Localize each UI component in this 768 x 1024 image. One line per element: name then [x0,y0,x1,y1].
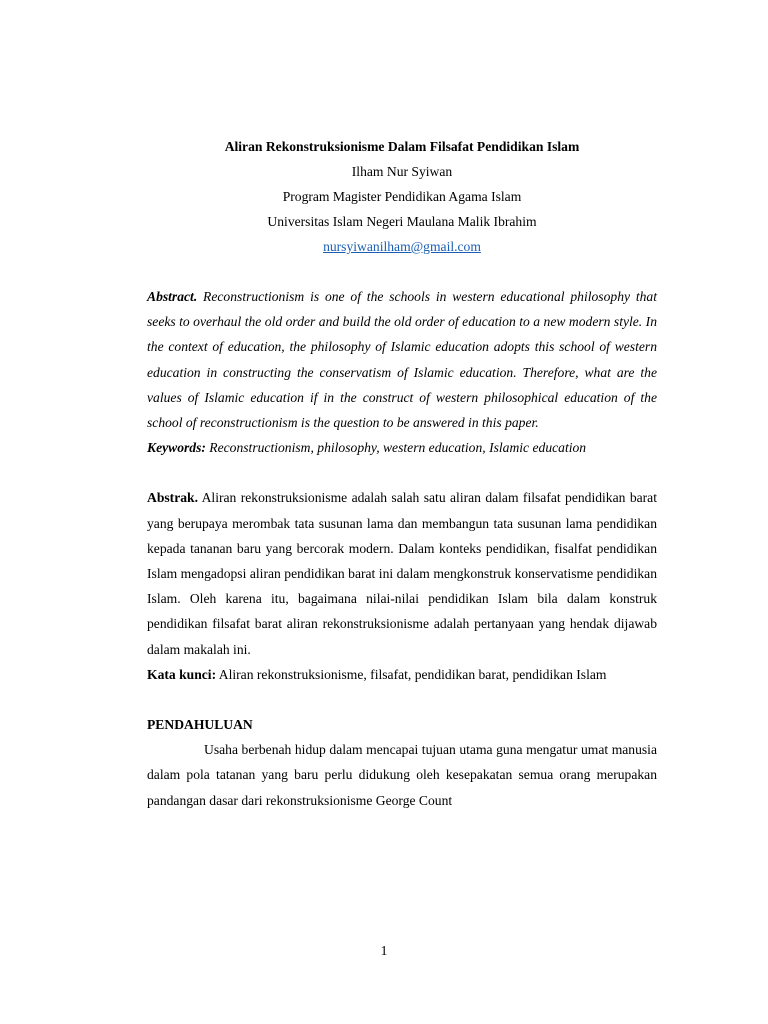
kata-kunci-label: Kata kunci: [147,666,217,682]
page-number: 1 [380,943,388,958]
keywords-indonesian [147,662,657,687]
abstract-text: Reconstructionism is one of the schools in western educational philosophy that seeks to overhaul the old order and build the old order of education to a new modern style. In the context of education, the philosophy of Islamic education adopts this school of western education in constructing the conservatism of Islamic education. Therefore, what are the values of Islamic education if in the construct of western philosophical education of the school of reconstructionism is the question to be answered in this paper. [147,289,657,431]
paper-title: Aliran Rekonstruksionisme Dalam Filsafat Pendidikan Islam [224,139,580,154]
keywords-english [147,435,657,460]
section-heading-introduction: PENDAHULUAN [147,717,253,733]
author-program: Program Magister Pendidikan Agama Islam [282,189,522,204]
spacer [147,460,657,485]
spacer [147,687,657,712]
abstrak-text: Aliran rekonstruksionisme adalah salah satu aliran dalam filsafat pendidikan barat yang berupaya merombak tata susunan lama dan membangun tata susunan lama pendidikan kepada tananan baru yang bercorak modern. Dalam konteks pendidikan, fisalfat pendidikan Islam mengadopsi aliran pendidikan barat ini dalam mengkonstruk konservatisme pendidikan Islam. Oleh karena itu, bagaimana nilai-nilai pendidikan Islam bila dalam konstruk pendidikan filsafat barat aliran rekonstruksionisme adalah pertanyaan yang hendak dijawab dalam makalah ini. [147,490,657,657]
author-email-link[interactable]: nursyiwanilham@gmail.com [323,239,481,254]
author-name: Ilham Nur Syiwan [351,164,453,179]
kata-kunci-text: Aliran rekonstruksionisme, filsafat, pendidikan barat, pendidikan Islam [216,666,607,682]
introduction-paragraph: Usaha berbenah hidup dalam mencapai tujuan utama guna mengatur umat manusia dalam pola tatanan yang baru perlu didukung oleh kesepakatan semua orang merupakan pandangan dasar dari rekonstruksionisme George Count [147,742,657,808]
abstract-label: Abstract. [147,289,198,304]
keywords-text: Reconstructionism, philosophy, western education, Islamic education [205,440,587,456]
abstrak-label: Abstrak. [147,490,198,506]
abstract-english [147,284,657,435]
paper-page [147,134,657,813]
abstract-indonesian [147,485,657,661]
email-line [147,234,657,259]
keywords-label: Keywords: [147,440,206,456]
author-university: Universitas Islam Negeri Maulana Malik Ibrahim [267,214,537,229]
spacer [147,259,657,284]
